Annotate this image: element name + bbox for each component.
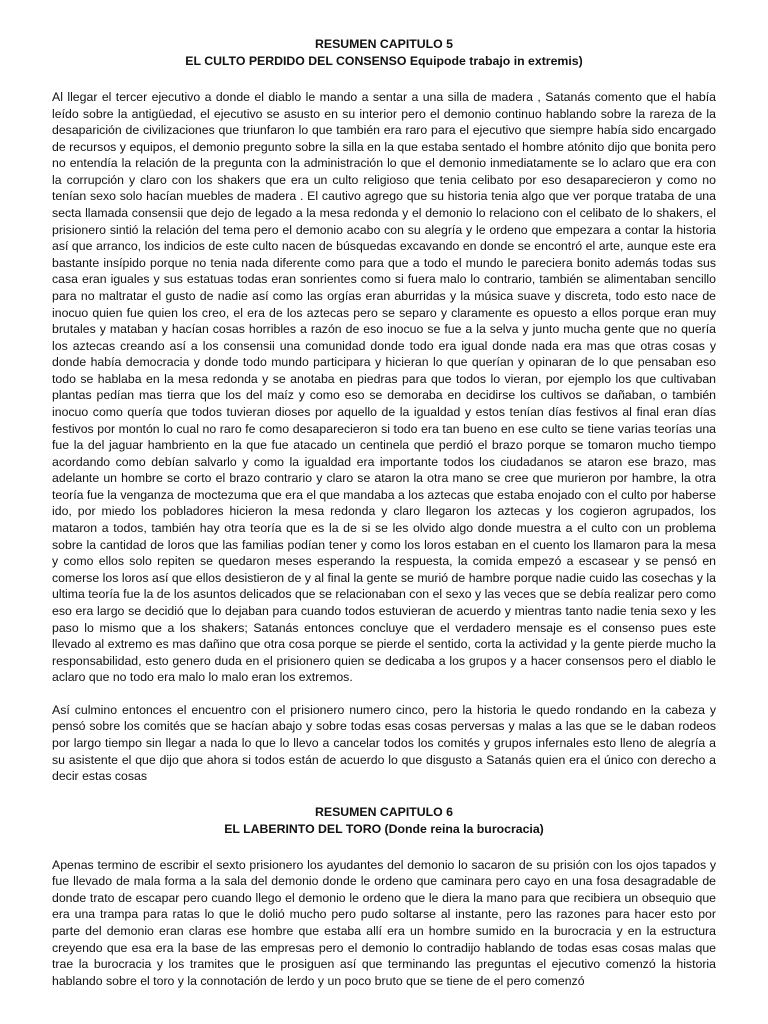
spacer xyxy=(52,70,716,89)
chapter-5-paragraph-2: Así culmino entonces el encuentro con el prisionero numero cinco, pero la historia le quedo rondando en la cabeza y pensó sobre los comités que se hacían abajo y sobre todas esas cosas perversas y malas a las que se le daban rodeos por largo tiempo sin llegar a nada lo que lo llevo a cancelar todos los comités y grupos infernales esto lleno de alegría a su asistente el que dijo que ahora si todos están de acuerdo lo que disgusto a Satanás quien era el único con derecho a decir estas cosas xyxy=(52,702,716,784)
chapter-6-title: RESUMEN CAPITULO 6 xyxy=(314,804,453,819)
chapter-6-paragraph-1: Apenas termino de escribir el sexto prisionero los ayudantes del demonio lo sacaron de su prisión con los ojos tapados y fue llevado de mala forma a la sala del demonio donde le ordeno que caminara pero cayo en una fosa desagradable de donde trato de escapar pero cuando llego el demonio le ordeno que le diera la mano para que recibiera un obsequio que era una trampa para ratas lo que le dolió mucho pero pudo soltarse al instante, pero las razones para hacer esto por parte del demonio eran claras ese hombre que estaba allí era un hombre sumido en la burocracia y en la estructura creyendo que esa era la base de las empresas pero el demonio lo contradijo hablando de todas esas cosas malas que trae la burocracia y los tramites que le prosiguen así que terminando las preguntas el ejecutivo comenzó la historia hablando sobre el toro y la connotación de lerdo y un poco bruto que se tiene de el pero comenzó xyxy=(52,857,716,988)
document-page xyxy=(52,36,716,989)
chapter-6-subtitle: EL LABERINTO DEL TORO (Donde reina la burocracia) xyxy=(224,821,544,836)
chapter-5-title: RESUMEN CAPITULO 5 xyxy=(314,37,453,51)
spacer xyxy=(52,686,716,702)
spacer xyxy=(52,838,716,857)
chapter-6-section xyxy=(52,804,716,990)
spacer xyxy=(52,785,716,804)
chapter-5-paragraph-1: Al llegar el tercer ejecutivo a donde el diablo le mando a sentar a una silla de madera , Satanás comento que el había leído sobre la antigüedad, el ejecutivo se asusto en su interior pero el demonio continuo hablando sobre la rareza de la desaparición de civilizaciones que triunfaron lo que también era raro para el ejecutivo que siempre había sido encargado de recursos y equipos, el demonio pregunto sobre la silla en la que estaba sentado el hombre atónito dijo que bonita pero no entendía la relación de la pregunta con la administración lo que el demonio inmediatamente se lo aclaro que era con la corrupción y claro con los shakers que era un culto religioso que tenia celibato por eso desaparecieron y como no tenían sexo solo hacían muebles de madera . El cautivo agrego que su historia tenia algo que ver porque trataba de una secta llamada consensii que dejo de legado a la mesa redonda y el demonio lo relaciono con el celibato de lo shakers, el prisionero sintió la relación del tema pero el demonio acabo con su alegría y le ordeno que empezara a contar la historia así que arranco, los indicios de este culto nacen de búsquedas excavando en donde se encontró el arte, aunque este era bastante insípido porque no tenia nada diferente como para que a todo el mundo le pareciera bonito además todas sus casa eran iguales y sus estatuas todas eran sonrientes como si fuera malo lo contrario, también se alimentaban sencillo para no maltratar el gusto de nadie así como las orgías eran aburridas y la música suave y discreta, todo esto nace de inocuo quien fue quien los creo, el era de los aztecas pero se separo y claramente es opuesto a ellos porque eran muy brutales y mataban y hacían cosas horribles a razón de eso inocuo se fue a la selva y junto mucha gente que no quería los aztecas creando así a los consensii una comunidad donde todo era igual donde nada era mas que otras cosas y donde había democracia y donde todo mundo participara y hicieran lo que querían y opinaran de lo que pensaban eso todo se hablaba en la mesa redonda y se anotaba en piedras para que todos lo vieran, por ejemplo los que cultivaban plantas pedían mas tierra que los del maíz y como eso se demoraba en decidirse los cultivos se dañaban, o también inocuo como quería que todos tuvieran dioses por aquello de la igualdad y estos tenían días festivos al final eran días festivos por montón lo cual no raro fe como desaparecieron si todo era tan bueno en ese culto se tiene varias teorías una fue la del jaguar hambriento en la que fue atacado un centinela que perdió el brazo porque se tomaron mucho tiempo acordando como debían salvarlo y como la igualdad era importante todos los ciudadanos se ataron ese brazo, mas adelante un hombre se corto el brazo contrario y claro se ataron la otra mano se cree que murieron por hambre, la otra teoría fue la venganza de moctezuma que era el que mandaba a los aztecas que estaba enojado con el culto por haberse ido, por miedo los pobladores hicieron la mesa redonda y claro llegaron los aztecas y los cogieron agrupados, los mataron a todos, también hay otra teoría que es la de si se les olvido algo donde muestra a el culto con un problema sobre la cantidad de loros que las familias podían tener y como los loros estaban en el cuento los llamaron para la mesa y como ellos solo repiten se quedaron meses esperando la respuesta, la comida empezó a escasear y se pensó en comerse los loros así que ellos desistieron de y al final la gente se murió de hambre porque nadie cuido las cosechas y la ultima teoría fue la de los asuntos delicados que se relacionaban con el sexo y las veces que se debía realizar pero como eso era largo se decidió que lo dejaban para cuando todos estuvieran de acuerdo y mientras tanto nadie tenia sexo y les paso lo mismo que a los shakers; Satanás entonces concluye que el verdadero mensaje es el consenso pues este llevado al extremo es mas dañino que otra cosa porque se pierde el sentido, corta la actividad y la gente pierde mucho la responsabilidad, esto genero duda en el prisionero quien se dedicaba a los grupos y a hacer consensos pero el diablo le aclaro que no todo era malo lo malo eran los extremos. xyxy=(52,90,716,685)
chapter-5-subtitle: EL CULTO PERDIDO DEL CONSENSO Equipode trabajo in extremis) xyxy=(185,54,583,68)
chapter-5-section xyxy=(52,36,716,785)
